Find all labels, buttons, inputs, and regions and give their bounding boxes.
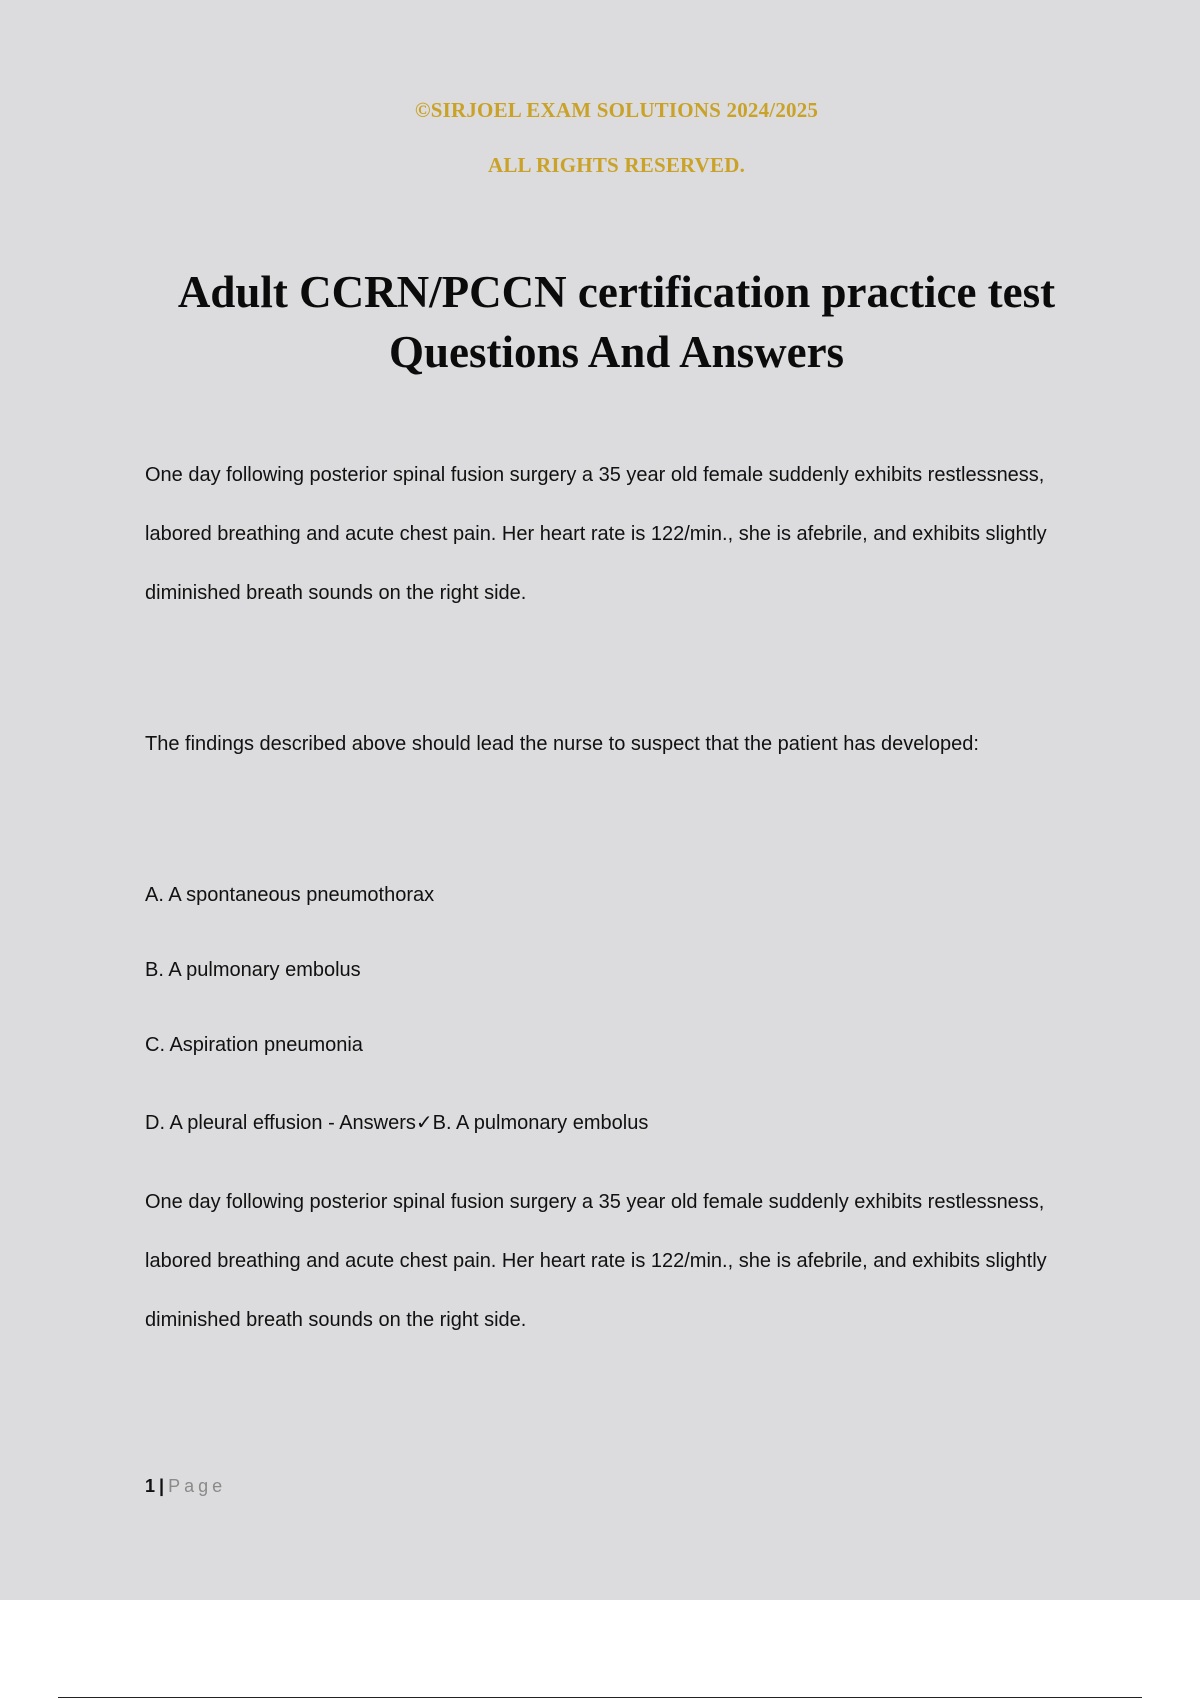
bottom-divider (58, 1697, 1142, 1698)
option-c: C. Aspiration pneumonia (145, 1034, 363, 1056)
page-label: Page (168, 1476, 227, 1496)
option-d-with-answer: D. A pleural effusion - Answers✓B. A pulmonary embolus (145, 1112, 649, 1134)
page-number: 1 (145, 1476, 156, 1496)
footer-separator: | (159, 1476, 165, 1496)
option-a: A. A spontaneous pneumothorax (145, 884, 435, 906)
question-1-scenario: One day following posterior spinal fusion surgery a 35 year old female suddenly exhibits restlessness, labored breathing and acute chest pain. Her heart rate is 122/min., she is afebrile, and exhibits slightly diminished breath sounds on the right side. (145, 464, 1047, 604)
rights-reserved-header: ALL RIGHTS RESERVED. (487, 153, 746, 177)
page-footer (145, 1473, 226, 1499)
copyright-header: ©SIRJOEL EXAM SOLUTIONS 2024/2025 (414, 98, 819, 122)
question-2-scenario: One day following posterior spinal fusion surgery a 35 year old female suddenly exhibits restlessness, labored breathing and acute chest pain. Her heart rate is 122/min., she is afebrile, and exhibits slightly diminished breath sounds on the right side. (145, 1191, 1047, 1331)
document-title: Adult CCRN/PCCN certification practice test Questions And Answers (177, 267, 1056, 377)
question-1-prompt: The findings described above should lead the nurse to suspect that the patient has developed: (145, 733, 979, 755)
option-b: B. A pulmonary embolus (145, 959, 361, 981)
